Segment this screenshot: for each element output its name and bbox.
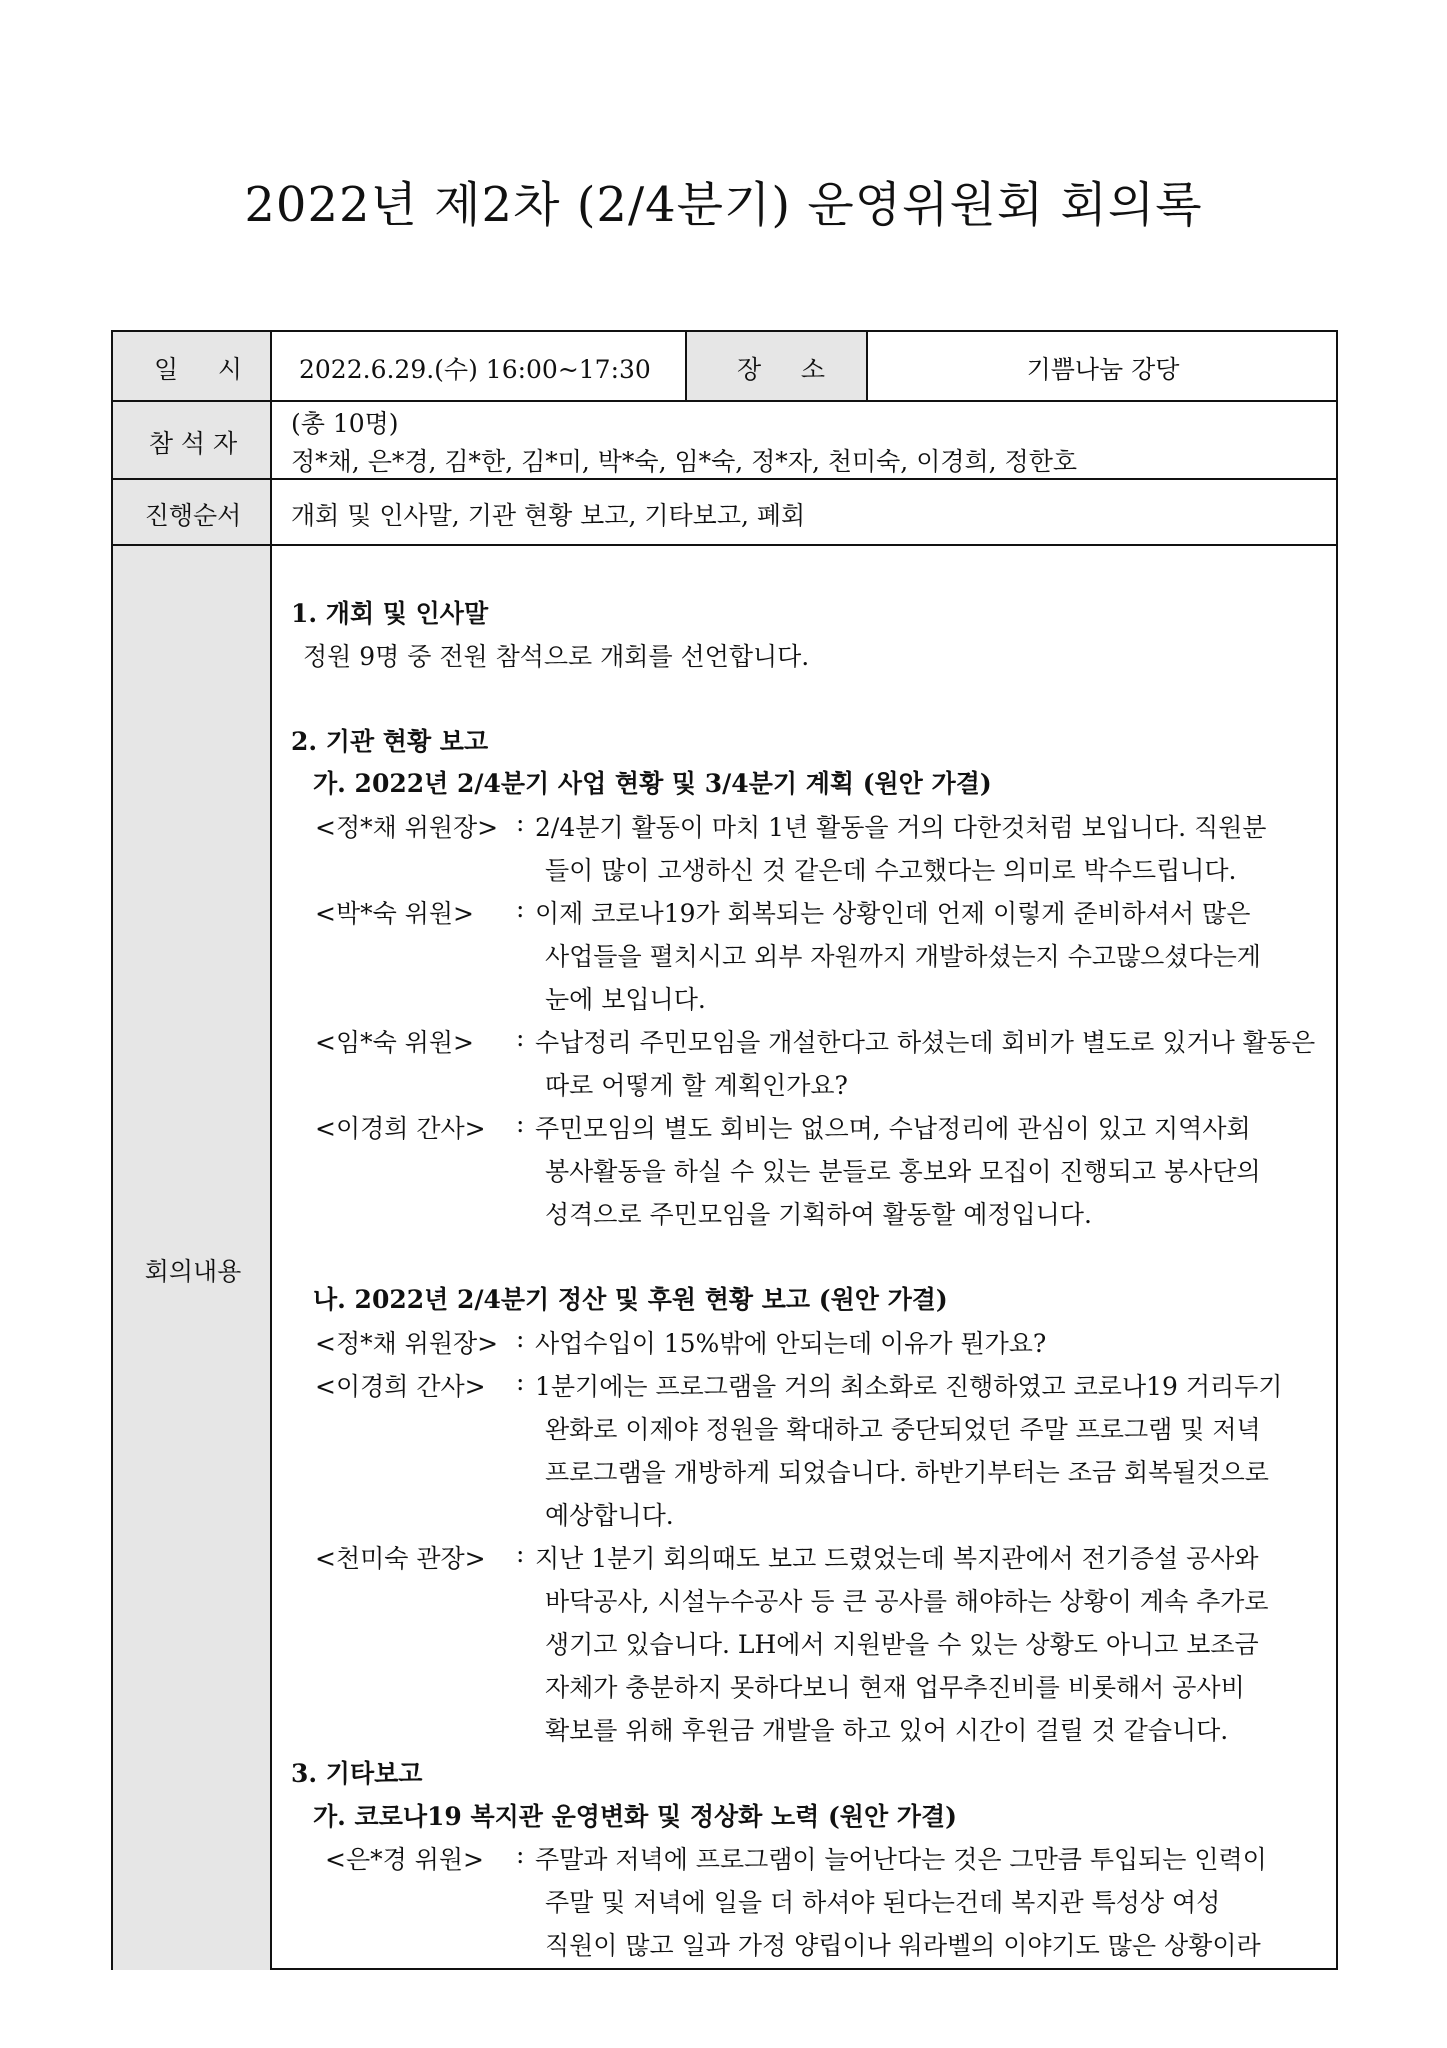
- section-3a-title: 가. 코로나19 복지관 운영변화 및 정상화 노력 (원안 가결): [313, 1802, 957, 1831]
- statement-line: 봉사활동을 하실 수 있는 분들로 홍보와 모집이 진행되고 봉사단의: [545, 1157, 1261, 1186]
- speaker: <정*채 위원장>: [315, 813, 499, 842]
- speaker: <천미숙 관장>: [315, 1544, 486, 1573]
- date-label: 일 시: [153, 355, 243, 384]
- page-title: 2022년 제2차 (2/4분기) 운영위원회 회의록: [244, 177, 1203, 233]
- statement-line: 자체가 충분하지 못하다보니 현재 업무추진비를 비롯해서 공사비: [545, 1673, 1245, 1702]
- content-label: 회의내용: [144, 1257, 242, 1286]
- section-2-title: 2. 기관 현황 보고: [291, 727, 489, 756]
- section-1-body: 정원 9명 중 전원 참석으로 개회를 선언합니다.: [303, 642, 810, 671]
- row-divider: [113, 544, 1336, 546]
- statement-line: 수납정리 주민모임을 개설한다고 하셨는데 회비가 별도로 있거나 활동은: [535, 1028, 1316, 1057]
- speaker: <이경희 간사>: [315, 1114, 486, 1143]
- statement-line: 들이 많이 고생하신 것 같은데 수고했다는 의미로 박수드립니다.: [545, 856, 1237, 885]
- row-divider: [113, 400, 1336, 402]
- statement-line: 직원이 많고 일과 가정 양립이나 워라벨의 이야기도 많은 상황이라: [545, 1931, 1261, 1960]
- place-value: 기쁨나눔 강당: [1026, 355, 1180, 384]
- attendees-label: 참 석 자: [148, 429, 238, 458]
- colon: :: [516, 894, 525, 923]
- statement-line: 지난 1분기 회의때도 보고 드렸었는데 복지관에서 전기증설 공사와: [535, 1544, 1259, 1573]
- colon: :: [516, 1023, 525, 1052]
- date-value: 2022.6.29.(수) 16:00~17:30: [299, 355, 651, 384]
- speaker: <임*숙 위원>: [315, 1028, 474, 1057]
- statement-line: 성격으로 주민모임을 기획하여 활동할 예정입니다.: [545, 1200, 1092, 1229]
- statement-line: 주말 및 저녁에 일을 더 하셔야 된다는건데 복지관 특성상 여성: [545, 1888, 1221, 1917]
- statement-line: 완화로 이제야 정원을 확대하고 중단되었던 주말 프로그램 및 저녁: [545, 1415, 1261, 1444]
- speaker: <은*경 위원>: [325, 1845, 484, 1874]
- speaker: <박*숙 위원>: [315, 899, 474, 928]
- statement-line: 2/4분기 활동이 마치 1년 활동을 거의 다한것처럼 보입니다. 직원분: [535, 813, 1267, 842]
- statement-line: 확보를 위해 후원금 개발을 하고 있어 시간이 걸릴 것 같습니다.: [545, 1716, 1229, 1745]
- statement-line: 눈에 보입니다.: [545, 985, 706, 1014]
- minutes-form-table: [111, 330, 1338, 1970]
- section-3-title: 3. 기타보고: [291, 1759, 423, 1788]
- statement-line: 예상합니다.: [545, 1501, 674, 1530]
- statement-line: 주말과 저녁에 프로그램이 늘어난다는 것은 그만큼 투입되는 인력이: [535, 1845, 1267, 1874]
- column-divider: [270, 332, 272, 1970]
- colon: :: [516, 1367, 525, 1396]
- colon: :: [516, 1109, 525, 1138]
- colon: :: [516, 1840, 525, 1869]
- statement-line: 주민모임의 별도 회비는 없으며, 수납정리에 관심이 있고 지역사회: [535, 1114, 1251, 1143]
- section-1-title: 1. 개회 및 인사말: [291, 599, 489, 628]
- order-value: 개회 및 인사말, 기관 현황 보고, 기타보고, 폐회: [291, 501, 806, 530]
- colon: :: [516, 1324, 525, 1353]
- place-label: 장 소: [736, 355, 826, 384]
- attendees-names: 정*채, 은*경, 김*한, 김*미, 박*숙, 임*숙, 정*자, 천미숙, 이경희, 정한호: [291, 447, 1077, 476]
- statement-line: 사업수입이 15%밖에 안되는데 이유가 뭔가요?: [535, 1329, 1047, 1358]
- speaker: <정*채 위원장>: [315, 1329, 499, 1358]
- statement-line: 프로그램을 개방하게 되었습니다. 하반기부터는 조금 회복될것으로: [545, 1458, 1269, 1487]
- statement-line: 1분기에는 프로그램을 거의 최소화로 진행하였고 코로나19 거리두기: [535, 1372, 1283, 1401]
- row-divider: [113, 478, 1336, 480]
- statement-line: 생기고 있습니다. LH에서 지원받을 수 있는 상황도 아니고 보조금: [545, 1630, 1259, 1659]
- colon: :: [516, 1539, 525, 1568]
- speaker: <이경희 간사>: [315, 1372, 486, 1401]
- statement-line: 사업들을 펼치시고 외부 자원까지 개발하셨는지 수고많으셨다는게: [545, 942, 1261, 971]
- column-divider: [685, 332, 687, 401]
- section-2a-title: 가. 2022년 2/4분기 사업 현황 및 3/4분기 계획 (원안 가결): [313, 769, 992, 798]
- statement-line: 바닥공사, 시설누수공사 등 큰 공사를 해야하는 상황이 계속 추가로: [545, 1587, 1269, 1616]
- attendees-count: (총 10명): [291, 409, 399, 438]
- statement-line: 이제 코로나19가 회복되는 상황인데 언제 이렇게 준비하셔서 많은: [535, 899, 1251, 928]
- colon: :: [516, 808, 525, 837]
- order-label: 진행순서: [144, 501, 242, 530]
- statement-line: 따로 어떻게 할 계획인가요?: [545, 1071, 848, 1100]
- section-2b-title: 나. 2022년 2/4분기 정산 및 후원 현황 보고 (원안 가결): [313, 1285, 948, 1314]
